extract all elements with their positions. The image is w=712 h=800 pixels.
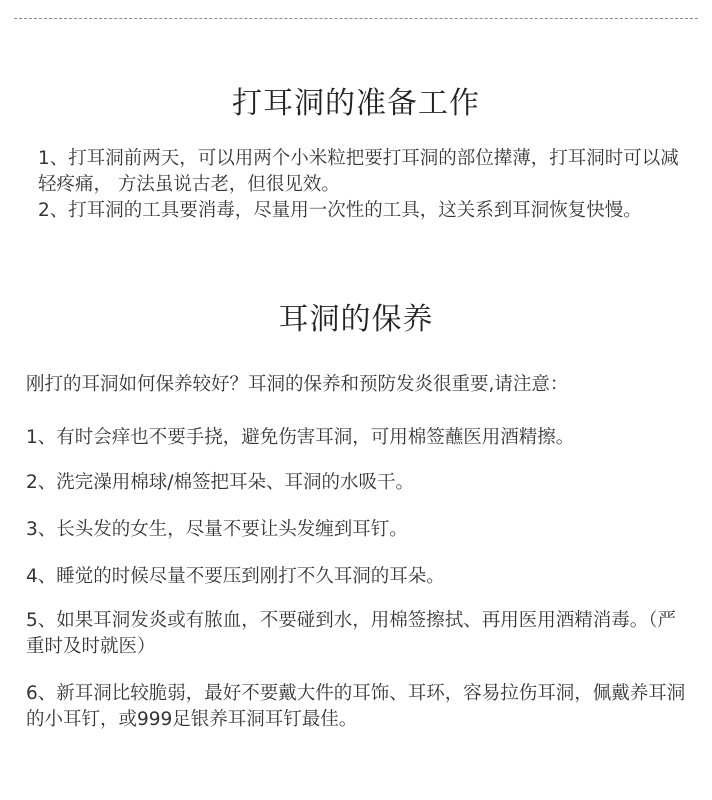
- dashed-divider: [14, 18, 698, 19]
- preparation-item: 2、打耳洞的工具要消毒，尽量用一次性的工具，这关系到耳洞恢复快慢。: [38, 200, 642, 221]
- preparation-title: 打耳洞的准备工作: [232, 86, 480, 121]
- care-item: 2、洗完澡用棉球/棉签把耳朵、耳洞的水吸干。: [26, 472, 415, 493]
- care-item: 1、有时会痒也不要手挠，避免伤害耳洞，可用棉签蘸医用酒精擦。: [26, 427, 575, 448]
- care-item: 3、长头发的女生，尽量不要让头发缠到耳钉。: [26, 519, 408, 540]
- care-item: 5、如果耳洞发炎或有脓血，不要碰到水，用棉签擦拭、再用医用酒精消毒。（严重时及时就医）: [26, 610, 677, 657]
- care-title: 耳洞的保养: [278, 302, 434, 337]
- preparation-section: [38, 146, 682, 224]
- preparation-item: 1、打耳洞前两天，可以用两个小米粒把要打耳洞的部位撵薄，打耳洞时可以减轻疼痛， 方法虽说古老，但很见效。: [38, 148, 679, 195]
- care-item: 4、睡觉的时候尽量不要压到刚打不久耳洞的耳朵。: [26, 566, 445, 587]
- care-intro: 刚打的耳洞如何保养较好？耳洞的保养和预防发炎很重要,请注意：: [26, 374, 569, 395]
- care-item: 6、新耳洞比较脆弱，最好不要戴大件的耳饰、耳环，容易拉伤耳洞，佩戴养耳洞的小耳钉，或999足银养耳洞耳钉最佳。: [26, 683, 686, 730]
